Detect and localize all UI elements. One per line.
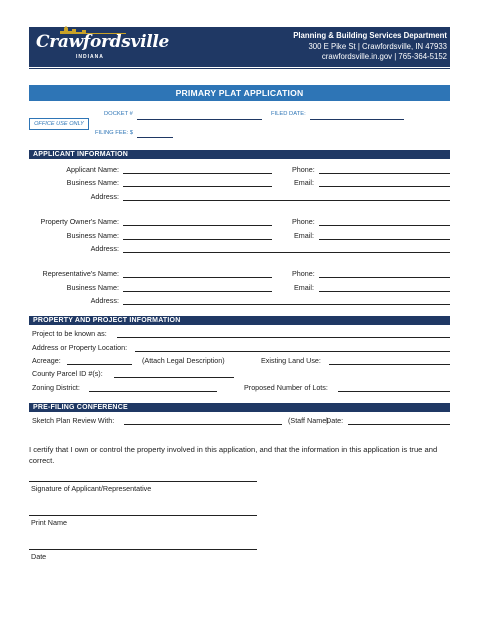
applicant-email-label: Email: [294,178,314,187]
signature-label: Signature of Applicant/Representative [31,484,152,493]
signature-date-label: Date [31,552,47,561]
department-contact: crawfordsville.in.gov | 765-364-5152 [321,52,447,61]
print-name-label: Print Name [31,518,67,527]
applicant-business-label: Business Name: [66,178,119,187]
proposed-lots-label: Proposed Number of Lots: [244,383,328,392]
owner-email-label: Email: [294,231,314,240]
rep-email-field[interactable] [319,291,450,292]
parcel-id-field[interactable] [114,377,234,378]
applicant-phone-label: Phone: [292,165,315,174]
applicant-address-field[interactable] [123,200,450,201]
land-use-label: Existing Land Use: [261,356,321,365]
signature-field[interactable] [29,481,257,482]
applicant-address-label: Address: [90,192,119,201]
prefiling-section-heading: PRE-FILING CONFERENCE [29,403,450,412]
sketch-review-field[interactable] [124,424,282,425]
sketch-review-label: Sketch Plan Review With: [32,416,115,425]
applicant-business-field[interactable] [123,186,272,187]
docket-label: DOCKET # [104,111,133,117]
applicant-email-field[interactable] [319,186,450,187]
filing-fee-label: FILING FEE: $ [95,130,134,136]
form-title: PRIMARY PLAT APPLICATION [29,85,450,101]
prefiling-date-field[interactable] [348,424,450,425]
applicant-phone-field[interactable] [319,173,450,174]
rep-business-label: Business Name: [66,283,119,292]
department-info [293,31,447,63]
rep-phone-field[interactable] [319,277,450,278]
owner-address-field[interactable] [123,252,450,253]
owner-address-label: Address: [90,244,119,253]
owner-phone-field[interactable] [319,225,450,226]
zoning-district-field[interactable] [89,391,217,392]
applicant-name-field[interactable] [123,173,272,174]
header-rule [29,68,450,69]
owner-name-label: Property Owner's Name: [40,217,119,226]
land-use-field[interactable] [329,364,450,365]
city-logo [36,32,170,64]
project-name-label: Project to be known as: [32,329,107,338]
applicant-section-heading: APPLICANT INFORMATION [29,150,450,159]
office-use-badge: OFFICE USE ONLY [29,118,89,130]
rep-email-label: Email: [294,283,314,292]
property-section-heading: PROPERTY AND PROJECT INFORMATION [29,316,450,325]
property-location-field[interactable] [135,351,450,352]
staff-name-note: (Staff Name) [288,416,329,425]
rep-business-field[interactable] [123,291,272,292]
property-location-label: Address or Property Location: [32,343,128,352]
print-name-field[interactable] [29,515,257,516]
project-name-field[interactable] [117,337,450,338]
rep-address-field[interactable] [123,304,450,305]
proposed-lots-field[interactable] [338,391,450,392]
owner-business-label: Business Name: [66,231,119,240]
prefiling-date-label: Date: [326,416,344,425]
rep-name-field[interactable] [123,277,272,278]
owner-phone-label: Phone: [292,217,315,226]
owner-business-field[interactable] [123,239,272,240]
owner-name-field[interactable] [123,225,272,226]
filed-date-field[interactable] [310,119,404,120]
rep-phone-label: Phone: [292,269,315,278]
rep-address-label: Address: [90,296,119,305]
acreage-field[interactable] [67,364,132,365]
department-name: Planning & Building Services Department [293,31,447,40]
owner-email-field[interactable] [319,239,450,240]
logo-text: Crawfordsville [36,32,170,52]
docket-field[interactable] [137,119,262,120]
parcel-id-label: County Parcel ID #(s): [32,369,103,378]
zoning-district-label: Zoning District: [32,383,80,392]
signature-date-field[interactable] [29,549,257,550]
applicant-name-label: Applicant Name: [66,165,119,174]
filed-date-label: FILED DATE: [271,111,306,117]
department-address: 300 E Pike St | Crawfordsville, IN 47933 [308,41,447,51]
rep-name-label: Representative's Name: [42,269,119,278]
logo-subtext: INDIANA [76,54,104,60]
acreage-label: Acreage: [32,356,61,365]
legal-description-note: (Attach Legal Description) [142,356,225,365]
certification-statement: I certify that I own or control the property involved in this application, and that the information in this application is true and correct. [29,445,438,465]
filing-fee-field[interactable] [137,137,173,138]
